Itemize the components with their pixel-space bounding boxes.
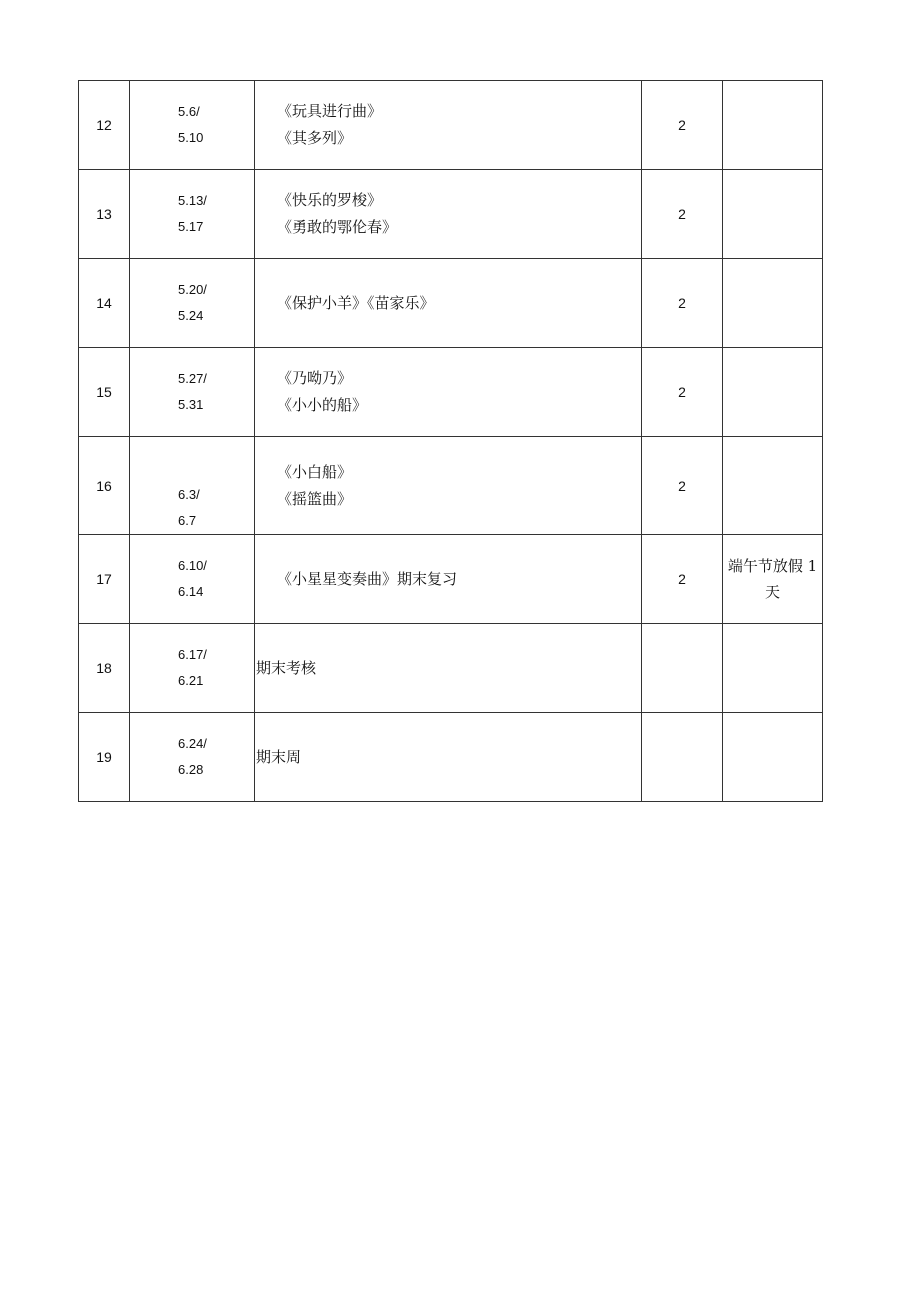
content-line: 《勇敢的鄂伦春》 <box>277 218 398 236</box>
class-hours <box>642 713 723 802</box>
date-start: 6.3/ <box>178 487 200 502</box>
remark <box>723 81 823 170</box>
table-row <box>79 624 823 713</box>
class-hours: 2 <box>642 259 723 348</box>
class-hours: 2 <box>642 170 723 259</box>
table-row <box>79 713 823 802</box>
schedule-table <box>78 80 823 802</box>
date-end: 6.21 <box>178 673 204 688</box>
content-line: 《玩具进行曲》 <box>277 102 383 120</box>
content-line: 《保护小羊》《苗家乐》 <box>277 293 435 312</box>
date-end: 5.24 <box>178 308 204 323</box>
table-row <box>79 348 823 437</box>
class-hours <box>642 624 723 713</box>
date-start: 5.20/ <box>178 282 207 297</box>
remark: 端午节放假 1天 <box>723 535 823 624</box>
week-number: 16 <box>79 437 130 535</box>
date-end: 5.10 <box>178 130 204 145</box>
content-line: 期末周 <box>256 747 302 766</box>
lesson-content <box>255 624 642 713</box>
lesson-content <box>255 259 642 348</box>
class-hours: 2 <box>642 81 723 170</box>
week-number: 15 <box>79 348 130 437</box>
lesson-content <box>255 535 642 624</box>
table-row <box>79 259 823 348</box>
date-range <box>130 535 255 624</box>
remark <box>723 170 823 259</box>
week-number: 19 <box>79 713 130 802</box>
content-line: 《小星星变奏曲》期末复习 <box>277 569 458 588</box>
lesson-content <box>255 170 642 259</box>
lesson-content <box>255 81 642 170</box>
table-row <box>79 535 823 624</box>
week-number: 13 <box>79 170 130 259</box>
date-start: 6.10/ <box>178 558 207 573</box>
date-start: 6.24/ <box>178 736 207 751</box>
date-start: 5.27/ <box>178 371 207 386</box>
date-range <box>130 81 255 170</box>
content-line: 《摇篮曲》 <box>277 489 353 508</box>
date-end: 6.7 <box>178 513 197 528</box>
date-end: 5.17 <box>178 219 204 234</box>
content-line: 《乃呦乃》 <box>277 369 353 387</box>
content-line: 《小白船》 <box>277 462 353 481</box>
date-range <box>130 437 255 535</box>
week-number: 17 <box>79 535 130 624</box>
remark <box>723 348 823 437</box>
week-number: 18 <box>79 624 130 713</box>
lesson-content <box>255 437 642 535</box>
date-range <box>130 624 255 713</box>
table-row <box>79 437 823 535</box>
date-end: 6.28 <box>178 762 204 777</box>
content-line: 期末考核 <box>256 658 317 677</box>
date-start: 5.13/ <box>178 193 207 208</box>
table-row <box>79 170 823 259</box>
date-end: 6.14 <box>178 584 204 599</box>
lesson-content <box>255 348 642 437</box>
content-line: 《其多列》 <box>277 129 353 147</box>
date-start: 5.6/ <box>178 104 200 119</box>
remark <box>723 713 823 802</box>
remark <box>723 437 823 535</box>
content-line: 《快乐的罗梭》 <box>277 191 383 209</box>
lesson-content <box>255 713 642 802</box>
week-number: 14 <box>79 259 130 348</box>
date-range <box>130 170 255 259</box>
class-hours: 2 <box>642 437 723 535</box>
content-line: 《小小的船》 <box>277 396 368 414</box>
date-end: 5.31 <box>178 397 204 412</box>
class-hours: 2 <box>642 348 723 437</box>
remark <box>723 259 823 348</box>
date-start: 6.17/ <box>178 647 207 662</box>
remark <box>723 624 823 713</box>
date-range <box>130 713 255 802</box>
table-row <box>79 81 823 170</box>
week-number: 12 <box>79 81 130 170</box>
class-hours: 2 <box>642 535 723 624</box>
date-range <box>130 259 255 348</box>
date-range <box>130 348 255 437</box>
